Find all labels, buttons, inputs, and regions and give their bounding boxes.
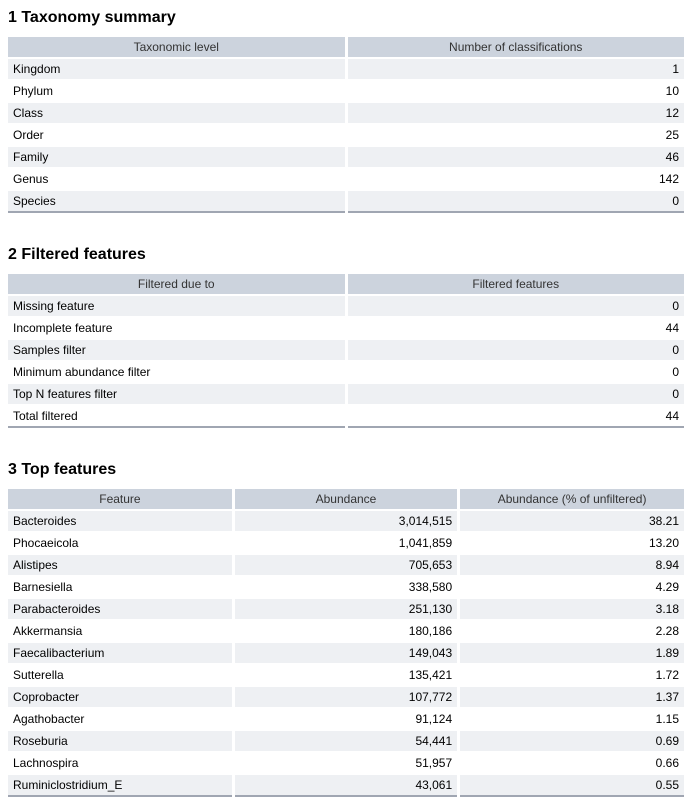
feature-name-cell: Barnesiella [8,576,233,598]
table-row [8,774,684,796]
row-value-cell: 10 [346,80,684,102]
row-label-cell: Family [8,146,346,168]
header-row [8,489,684,510]
column-header: Taxonomic level [8,37,346,58]
row-value-cell: 0 [346,190,684,212]
table-row [8,664,684,686]
section-heading: 3 Top features [8,461,117,478]
feature-name-cell: Parabacteroides [8,598,233,620]
table-row [8,146,684,168]
table-row [8,295,684,317]
row-label-cell: Phylum [8,80,346,102]
row-value-cell: 25 [346,124,684,146]
row-label-cell: Incomplete feature [8,317,346,339]
table-row [8,80,684,102]
row-value-cell: 44 [346,317,684,339]
row-label-cell: Order [8,124,346,146]
taxonomy-summary-table [8,37,684,213]
row-value-cell: 46 [346,146,684,168]
feature-name-cell: Alistipes [8,554,233,576]
table-row [8,598,684,620]
section-heading: 1 Taxonomy summary [8,9,176,26]
row-label-cell: Missing feature [8,295,346,317]
column-header: Abundance [233,489,458,510]
abundance-percent-cell: 0.66 [459,752,684,774]
row-label-cell: Total filtered [8,405,346,427]
abundance-cell: 135,421 [233,664,458,686]
abundance-percent-cell: 2.28 [459,620,684,642]
table-row [8,405,684,427]
abundance-percent-cell: 3.18 [459,598,684,620]
abundance-cell: 705,653 [233,554,458,576]
report [8,8,684,797]
abundance-percent-cell: 13.20 [459,532,684,554]
row-value-cell: 44 [346,405,684,427]
table-row [8,686,684,708]
table-row [8,317,684,339]
table-row [8,730,684,752]
column-header: Feature [8,489,233,510]
table-row [8,620,684,642]
row-label-cell: Species [8,190,346,212]
abundance-cell: 251,130 [233,598,458,620]
row-label-cell: Samples filter [8,339,346,361]
feature-name-cell: Coprobacter [8,686,233,708]
feature-name-cell: Lachnospira [8,752,233,774]
column-header: Filtered due to [8,274,346,295]
table-row [8,168,684,190]
abundance-cell: 149,043 [233,642,458,664]
table-row [8,708,684,730]
column-header: Filtered features [346,274,684,295]
abundance-cell: 54,441 [233,730,458,752]
abundance-cell: 3,014,515 [233,510,458,532]
table-row [8,102,684,124]
section-taxonomy-summary [8,8,684,213]
abundance-cell: 91,124 [233,708,458,730]
abundance-cell: 51,957 [233,752,458,774]
table-row [8,124,684,146]
table-row [8,510,684,532]
abundance-cell: 1,041,859 [233,532,458,554]
table-row [8,532,684,554]
abundance-percent-cell: 0.69 [459,730,684,752]
feature-name-cell: Phocaeicola [8,532,233,554]
row-value-cell: 142 [346,168,684,190]
abundance-percent-cell: 1.37 [459,686,684,708]
feature-name-cell: Akkermansia [8,620,233,642]
table-row [8,576,684,598]
column-header: Number of classifications [346,37,684,58]
table-row [8,190,684,212]
filtered-features-table [8,274,684,428]
row-label-cell: Class [8,102,346,124]
header-row [8,37,684,58]
abundance-cell: 338,580 [233,576,458,598]
header-row [8,274,684,295]
row-value-cell: 0 [346,295,684,317]
table-row [8,642,684,664]
table-row [8,383,684,405]
section-top-features [8,460,684,797]
feature-name-cell: Bacteroides [8,510,233,532]
table-row [8,752,684,774]
row-value-cell: 1 [346,58,684,80]
abundance-cell: 180,186 [233,620,458,642]
row-label-cell: Minimum abundance filter [8,361,346,383]
table-row [8,554,684,576]
abundance-cell: 43,061 [233,774,458,796]
row-label-cell: Genus [8,168,346,190]
table-row [8,361,684,383]
top-features-table [8,489,684,797]
column-header: Abundance (% of unfiltered) [459,489,684,510]
feature-name-cell: Ruminiclostridium_E [8,774,233,796]
row-label-cell: Top N features filter [8,383,346,405]
feature-name-cell: Sutterella [8,664,233,686]
section-filtered-features [8,245,684,428]
abundance-percent-cell: 1.15 [459,708,684,730]
feature-name-cell: Roseburia [8,730,233,752]
row-value-cell: 0 [346,383,684,405]
table-row [8,339,684,361]
abundance-cell: 107,772 [233,686,458,708]
abundance-percent-cell: 38.21 [459,510,684,532]
abundance-percent-cell: 8.94 [459,554,684,576]
feature-name-cell: Agathobacter [8,708,233,730]
table-row [8,58,684,80]
abundance-percent-cell: 4.29 [459,576,684,598]
row-label-cell: Kingdom [8,58,346,80]
abundance-percent-cell: 1.72 [459,664,684,686]
abundance-percent-cell: 0.55 [459,774,684,796]
row-value-cell: 0 [346,361,684,383]
row-value-cell: 12 [346,102,684,124]
row-value-cell: 0 [346,339,684,361]
section-heading: 2 Filtered features [8,246,146,263]
abundance-percent-cell: 1.89 [459,642,684,664]
feature-name-cell: Faecalibacterium [8,642,233,664]
